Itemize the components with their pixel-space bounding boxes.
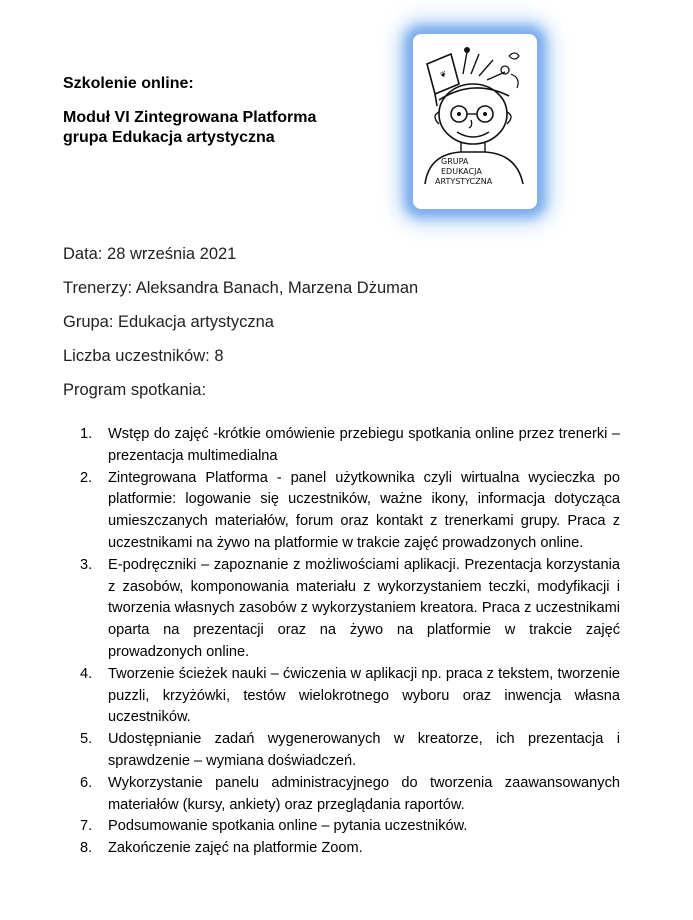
logo-text-3: ARTYSTYCZNA (435, 177, 493, 186)
list-item-text: Podsumowanie spotkania online – pytania uczestników. (108, 818, 468, 835)
document-header (63, 74, 403, 148)
list-item (80, 773, 620, 817)
list-item-number: 1. (80, 426, 93, 442)
list-item-text: E-podręczniki – zapoznanie z możliwościami aplikacji. Prezentacja korzystania z zasobów, komponowania materiału z wykorzystaniem teczki, modyfikacji i tworzenia własnych zasobów z wykorzystaniem kreatora. Praca z uczestnikami oparta na prezentacji oraz na żywo na platformie w trakcie zajęć prowadzonych online. (108, 556, 620, 660)
group-logo (413, 34, 537, 209)
svg-text:❦: ❦ (438, 69, 448, 80)
list-item (80, 664, 620, 729)
list-item-text: Udostępnianie zadań wygenerowanych w kreatorze, ich prezentacja i sprawdzenie – wymiana doświadczeń. (108, 731, 620, 769)
list-item-number: 5. (80, 731, 93, 748)
header-module: Moduł VI Zintegrowana Platforma (63, 109, 317, 126)
logo-text-1: GRUPA (441, 157, 469, 166)
meeting-trainers: Trenerzy: Aleksandra Banach, Marzena Dżuman (63, 279, 419, 297)
list-item-number: 2. (80, 469, 93, 486)
list-item-number: 3. (80, 556, 93, 573)
list-item (80, 729, 620, 773)
list-item-number: 8. (80, 840, 93, 857)
list-item-text: Zintegrowana Platforma - panel użytkownika czyli wirtualna wycieczka po platformie: logowanie się uczestników, ważne ikony, informacja dotycząca umieszczanych materiałów, forum oraz kontakt z trenerkami grupy. Praca z uczestnikami na żywo na platformie w trakcie zajęć prowadzonych online. (108, 469, 620, 551)
list-item (80, 424, 620, 468)
list-item-number: 7. (80, 818, 93, 835)
program-list (80, 424, 620, 860)
list-item-number: 6. (80, 774, 93, 791)
list-item (80, 816, 620, 838)
list-item-text: Wstęp do zajęć -krótkie omówienie przebiegu spotkania online przez trenerki – prezentacja multimedialna (108, 426, 620, 464)
list-item-text: Wykorzystanie panelu administracyjnego do tworzenia zaawansowanych materiałów (kursy, ankiety) oraz przeglądania raportów. (108, 774, 620, 813)
list-item-text: Zakończenie zajęć na platformie Zoom. (108, 840, 363, 857)
meeting-details (63, 244, 663, 414)
list-item (80, 468, 620, 555)
list-item-text: Tworzenie ścieżek nauki – ćwiczenia w aplikacji np. praca z tekstem, tworzenie puzzli, krzyżówki, testów wielokrotnego wyboru oraz inwencja własna uczestników. (108, 665, 620, 726)
list-item (80, 838, 620, 860)
cartoon-character-icon (413, 34, 537, 209)
list-item-number: 4. (80, 665, 93, 682)
meeting-participants: Liczba uczestników: 8 (63, 347, 224, 365)
program-heading: Program spotkania: (63, 381, 207, 399)
meeting-date: Data: 28 września 2021 (63, 245, 237, 263)
header-title: Szkolenie online: (63, 75, 194, 92)
header-group: grupa Edukacja artystyczna (63, 129, 275, 146)
logo-text-2: EDUKACJA (441, 167, 482, 176)
meeting-group: Grupa: Edukacja artystyczna (63, 313, 274, 331)
list-item (80, 555, 620, 664)
